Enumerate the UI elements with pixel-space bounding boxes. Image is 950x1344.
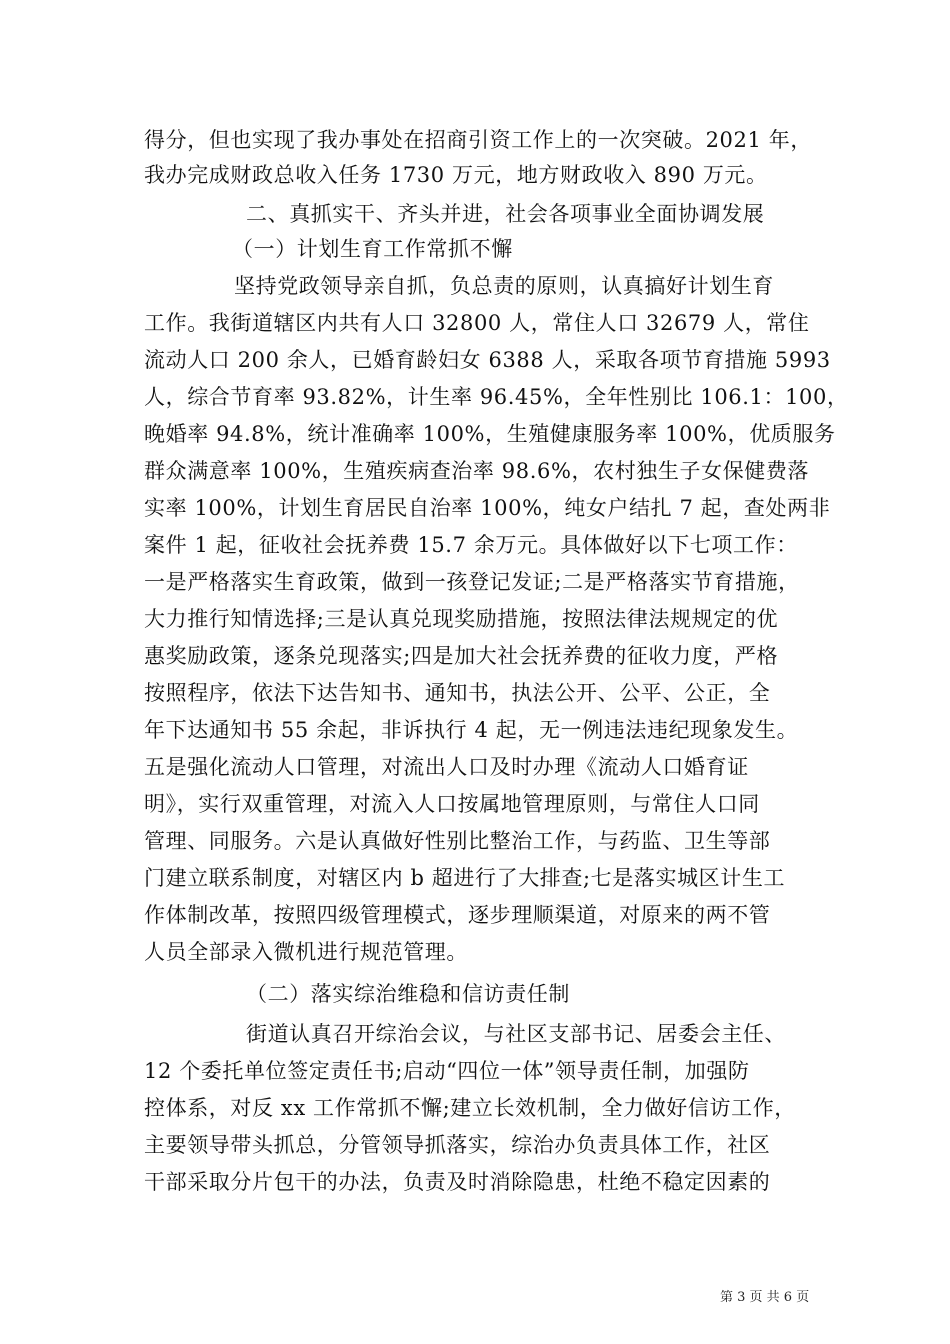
text-line: 晚婚率 94.8%，统计准确率 100%，生殖健康服务率 100%，优质服务 <box>144 422 836 446</box>
text-line: 年下达通知书 55 余起，非诉执行 4 起，无一例违法违纪现象发生。 <box>144 718 799 742</box>
text-line: 人，综合节育率 93.82%，计生率 96.45%，全年性别比 106.1：100， <box>144 385 849 409</box>
text-line: 街道认真召开综治会议，与社区支部书记、居委会主任、 <box>246 1022 786 1046</box>
text-line: 案件 1 起，征收社会抚养费 15.7 余万元。具体做好以下七项工作： <box>144 533 798 557</box>
subsection-heading: （二）落实综治维稳和信访责任制 <box>246 982 570 1006</box>
text-line: 坚持党政领导亲自抓，负总责的原则，认真搞好计划生育 <box>234 274 774 298</box>
text-line: 惠奖励政策，逐条兑现落实;四是加大社会抚养费的征收力度，严格 <box>144 644 779 668</box>
page-number-footer: 第 3 页 共 6 页 <box>720 1290 810 1305</box>
text-line: 控体系，对反 xx 工作常抓不懈;建立长效机制，全力做好信访工作， <box>144 1096 796 1120</box>
text-line: 干部采取分片包干的办法，负责及时消除隐患，杜绝不稳定因素的 <box>144 1170 771 1194</box>
text-line: 人员全部录入微机进行规范管理。 <box>144 940 468 964</box>
text-line: 我办完成财政总收入任务 1730 万元，地方财政收入 890 万元。 <box>144 163 768 187</box>
text-line: 管理、同服务。六是认真做好性别比整治工作，与药监、卫生等部 <box>144 829 771 853</box>
text-line: 12 个委托单位签定责任书;启动“四位一体”领导责任制，加强防 <box>144 1059 750 1083</box>
text-line: 实率 100%，计划生育居民自治率 100%，纯女户结扎 7 起，查处两非 <box>144 496 831 520</box>
text-line: 作体制改革，按照四级管理模式，逐步理顺渠道，对原来的两不管 <box>144 903 771 927</box>
text-line: 门建立联系制度，对辖区内 b 超进行了大排查;七是落实城区计生工 <box>144 866 786 890</box>
text-line: 明》，实行双重管理，对流入人口按属地管理原则，与常住人口同 <box>144 792 760 816</box>
text-line: 按照程序，依法下达告知书、通知书，执法公开、公平、公正，全 <box>144 681 771 705</box>
text-line: 主要领导带头抓总，分管领导抓落实，综治办负责具体工作，社区 <box>144 1133 771 1157</box>
text-line: 大力推行知情选择;三是认真兑现奖励措施，按照法律法规规定的优 <box>144 607 779 631</box>
text-line: 群众满意率 100%，生殖疾病查治率 98.6%，农村独生子女保健费落 <box>144 459 810 483</box>
text-line: 五是强化流动人口管理，对流出人口及时办理《流动人口婚育证 <box>144 755 749 779</box>
text-line: 一是严格落实生育政策，做到一孩登记发证;二是严格落实节育措施， <box>144 570 800 594</box>
section-heading: 二、真抓实干、齐头并进，社会各项事业全面协调发展 <box>246 202 765 226</box>
text-line: 得分，但也实现了我办事处在招商引资工作上的一次突破。2021 年， <box>144 128 812 152</box>
subsection-heading: （一）计划生育工作常抓不懈 <box>232 237 513 261</box>
text-line: 工作。我街道辖区内共有人口 32800 人，常住人口 32679 人，常住 <box>144 311 810 335</box>
text-line: 流动人口 200 余人，已婚育龄妇女 6388 人，采取各项节育措施 5993 <box>144 348 831 372</box>
